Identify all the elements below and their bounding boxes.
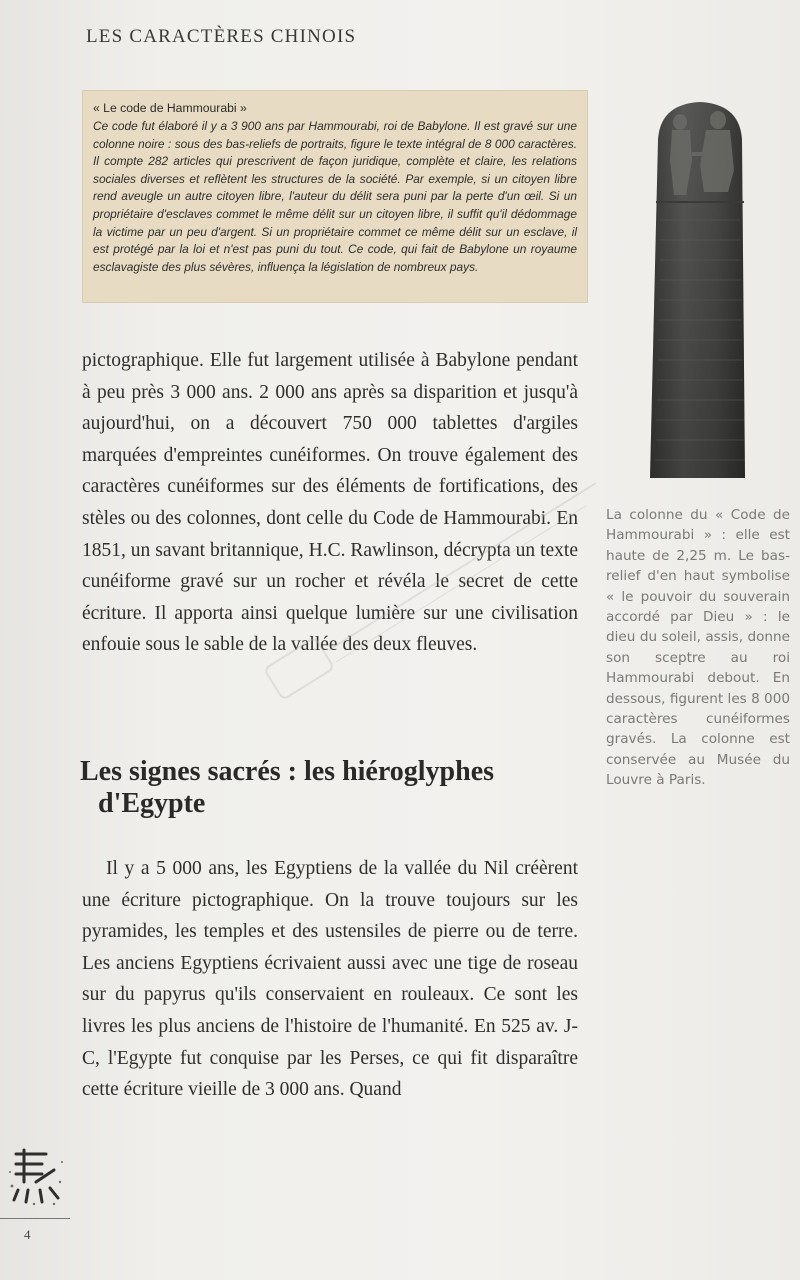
callout-body: Ce code fut élaboré il y a 3 900 ans par Hammourabi, roi de Babylone. Il est gravé sur une colonne noire : sous des bas-reliefs de portraits, figure le texte intégral de 8 000 caractères. Il compte 282 articles qui prescrivent de façon juridique, complète et claire, les relations sociales diverses et reflètent les structures de la société. Par exemple, si un citoyen libre rend aveugle un autre citoyen libre, l'auteur du délit sera puni par la perte d'un œil. Si un propriétaire d'esclaves commet le même délit sur un citoyen libre, il suffit qu'il dédommage la victime par un peu d'argent. Si un propriétaire commet ce même délit sur un esclave, il est protégé par la loi et n'est pas puni du tout. Ce code, qui fait de Babylone un royaume esclavagiste des plus sévères, influença la législation de nombreux pays.	[93, 119, 577, 274]
body-paragraph-hieroglyphs: Il y a 5 000 ans, les Egyptiens de la vallée du Nil créèrent une écriture pictographique. On la trouve toujours sur les pyramides, les temples et des ustensiles de pierre ou de terre. Les anciens Egyptiens écrivaient aussi avec une tige de roseau sur du papyrus qu'ils conservaient en rouleaux. Ce sont les livres les plus anciens de l'histoire de l'humanité. En 525 av. J-C, l'Egypte fut conquise par les Perses, ce qui fit disparaître cette écriture vieille de 3 000 ans. Quand	[82, 858, 578, 1101]
footer-rule	[0, 1218, 70, 1219]
page-number: 4	[24, 1227, 31, 1242]
body-paragraph-cuneiform: pictographique. Elle fut largement utilisée à Babylone pendant à peu près 3 000 ans. 2 000 ans après sa disparition et jusqu'à aujourd'hui, on a découvert 750 000 tablettes d'argiles marquées d'empreintes cunéiformes. On trouve également des caractères cunéiformes sur des éléments de fortifications, des stèles ou des colonnes, dont celle du Code de Hammourabi. En 1851, un savant britannique, H.C. Rawlinson, décrypta un texte cunéiforme gravé sur un rocher et révéla le secret de cette écriture. Il apporta ainsi quelque lumière sur une civilisation enfouie sous le sable de la vallée des deux fleuves.	[82, 350, 578, 656]
running-header: LES CARACTÈRES CHINOIS	[86, 26, 357, 47]
section-heading-line-2: d'Egypte	[98, 788, 206, 819]
stele-illustration	[600, 100, 800, 500]
callout-title: « Le code de Hammourabi »	[93, 101, 247, 115]
stele-photo	[600, 100, 800, 500]
figure-caption: La colonne du « Code de Hammourabi » : elle est haute de 2,25 m. Le bas-relief d'en haut symbolise « le pouvoir du souverain accordé par Dieu » : le dieu du soleil, assis, donne son sceptre au roi Hammourabi debout. En dessous, figurent les 8 000 caractères cunéiformes gravés. La colonne est conservée au Musée du Louvre à Paris.	[606, 507, 791, 789]
section-heading-line-1: Les signes sacrés : les hiéroglyphes	[80, 756, 495, 787]
section-heading	[80, 756, 610, 820]
seal-glyph-icon	[6, 1142, 68, 1206]
sidebar-box-hammurabi-code	[82, 90, 588, 303]
